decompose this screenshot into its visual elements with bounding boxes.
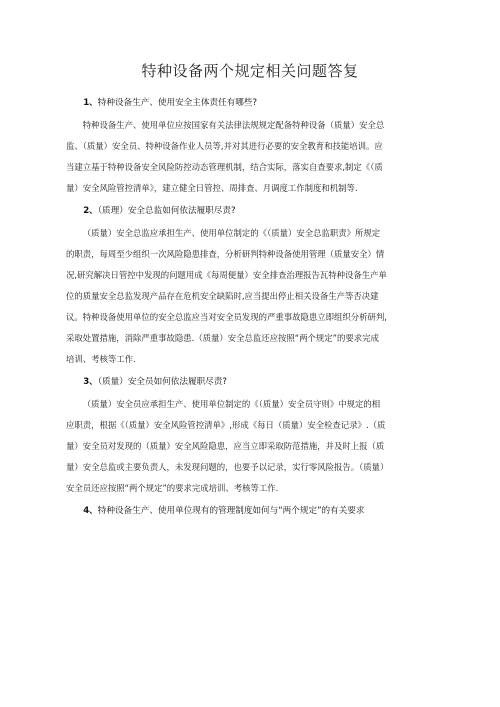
paragraph-line: 量）安全员对发现的（质量）安全风险隐患，应当立即采取防范措施，并及时上报（质 [66, 441, 385, 451]
paragraph-line: 量）安全风险管控清单》，建立健全日管控、周排查、月调度工作制度和机制等. [66, 183, 358, 193]
paragraph-line: 监、（质量）安全员、特种设备作业人员等,并对其进行必要的安全教育和技能培训。应 [66, 141, 383, 151]
question-heading [66, 504, 434, 518]
answer-paragraph [66, 394, 434, 499]
paragraph-line: 的职责，每周至少组织一次风险隐患排查，分析研判特种设备使用管理（质量安全）情 [66, 249, 385, 259]
answer-paragraph [66, 115, 434, 199]
question-text: （质理）安全总监如何依法履职尽责? [97, 206, 236, 216]
paragraph-line: 培训、考核等工作. [66, 354, 136, 364]
question-text: 特种设备生产、使用单位现有的管理制度如何与“两个规定”的有关要求 [97, 506, 365, 516]
paragraph-line: 应职责，根据《（质量）安全风险管控清单》,形成《每日（质量）安全检查记录》.（质 [66, 420, 386, 430]
question-heading [66, 375, 434, 389]
question-number: 1、 [83, 98, 98, 108]
question-number: 3、 [83, 377, 98, 387]
question-number: 2、 [83, 206, 98, 216]
paragraph-line: 议。特种设备使用单位的安全总监应当对安全员发现的严重事故隐患立即组织分析研判, [66, 312, 387, 322]
paragraph-line: 当建立基于特种设备安全风险防控动态管理机制，结合实际，落实自查要求,制定《（质 [66, 162, 383, 172]
answer-paragraph [66, 223, 434, 370]
paragraph-line: 采取处置措施，消除严重事故隐患.（质量）安全总监还应按照“两个规定”的要求完成 [66, 333, 379, 343]
paragraph-line: 安全员还应按照“两个规定”的要求完成培训、考核等工作. [66, 483, 279, 493]
question-number: 4、 [83, 506, 98, 516]
paragraph-line: 量）安全总监或主要负责人，未发现问题的，也要予以记录，实行零风险报告。（质量） [66, 462, 389, 472]
question-heading [66, 204, 434, 218]
paragraph-line: 特种设备生产、使用单位应按国家有关法律法规规定配备特种设备（质量）安全总 [82, 120, 385, 130]
document-body [66, 96, 434, 523]
paragraph-line: （质量）安全总监应承担生产、使用单位制定的《（质量）安全总监职责》所规定 [82, 228, 381, 238]
question-heading [66, 96, 434, 110]
paragraph-line: 位的质量安全总监发现产品存在危机安全缺陷时,应当提出停止相关设备生产等否决建 [66, 291, 379, 301]
question-text: （质量）安全员如何依法履职尽责? [97, 377, 227, 387]
paragraph-line: （质量）安全员应承担生产、使用单位制定的《（质量）安全员守则》中规定的相 [82, 399, 381, 409]
paragraph-line: 况,研究解决日管控中发现的问题用成《每周便量）安全排查治理报告瓦特种设备生产单 [66, 270, 387, 280]
question-text: 特种设备生产、使用安全主体责任有哪些? [97, 98, 258, 108]
document-title: 特种设备两个规定相关问题答复 [141, 62, 359, 80]
